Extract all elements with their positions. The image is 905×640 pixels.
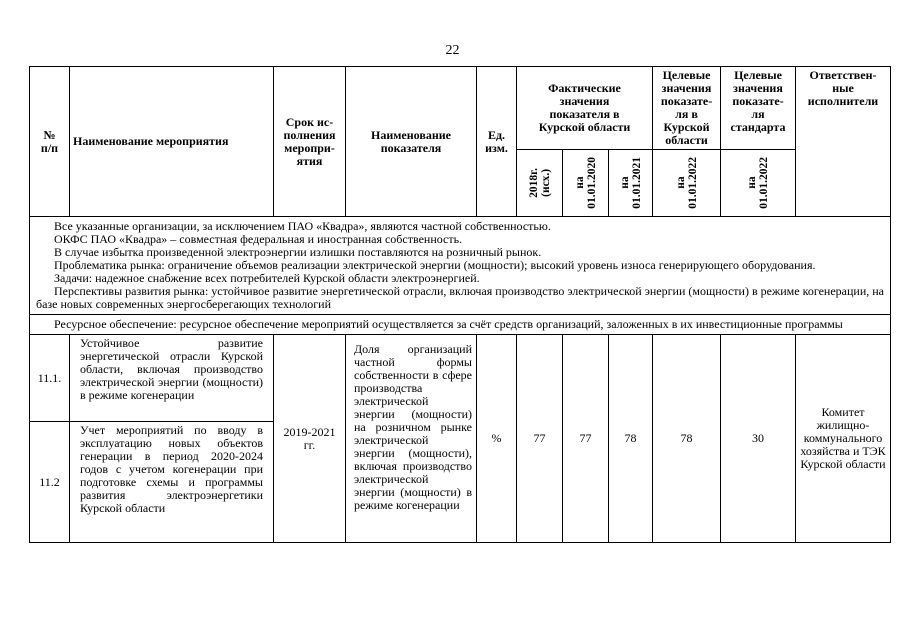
row-event: Устойчивое развитие энергетической отрасли Курской области, включая производство электрической энергии (мощности) в режиме когенерации [70, 335, 274, 422]
subheader-2018 [517, 150, 563, 217]
header-actual-values: Фактические значения показателя в Курской области [517, 67, 653, 150]
measures-table [29, 66, 891, 543]
subheader-2018-text: 2018г. (исх.) [527, 168, 552, 198]
row-num: 11.2 [30, 422, 70, 543]
row-value-target-region: 78 [653, 335, 721, 543]
table-header-row [30, 67, 891, 150]
row-value-target-standard: 30 [721, 335, 796, 543]
info-line: Перспективы развития рынка: устойчивое развитие энергетической отрасли, включая производство электрической энергии (мощности) в режиме когенерации, на базе новых современных энергосберегающих технологий [36, 284, 885, 311]
header-deadline: Срок ис- полнения меропри- ятия [274, 67, 346, 217]
info-line: В случае избытка произведенной электроэнергии излишки поставляются на розничный рынок. [54, 245, 542, 259]
row-value-2018: 77 [517, 335, 563, 543]
resource-row [30, 315, 891, 335]
row-event: Учет мероприятий по вводу в эксплуатацию новых объектов генерации в период 2020-2024 годов с учетом когенерации при подготовке схемы и программы развития электроэнергетики Курской области [70, 422, 274, 543]
header-responsible: Ответствен- ные исполнители [796, 67, 891, 217]
table-row [30, 335, 891, 422]
subheader-target-standard [721, 150, 796, 217]
subheader-target-standard-text: на 01.01.2022 [746, 157, 771, 209]
info-row [30, 217, 891, 315]
resource-line: Ресурсное обеспечение: ресурсное обеспечение мероприятий осуществляется за счёт средств организаций, заложенных в их инвестиционные программы [54, 317, 843, 331]
row-num: 11.1. [30, 335, 70, 422]
info-line: Проблематика рынка: ограничение объемов реализации электрической энергии (мощности); высокий уровень износа генерирующего оборудования. [54, 258, 816, 272]
header-unit: Ед. изм. [477, 67, 517, 217]
row-responsible: Комитет жилищно-коммунального хозяйства и ТЭК Курской области [796, 335, 891, 543]
subheader-2021 [609, 150, 653, 217]
header-target-standard: Целевые значения показате- ля стандарта [721, 67, 796, 150]
header-num: № п/п [30, 67, 70, 217]
header-target-region: Целевые значения показате- ля в Курской области [653, 67, 721, 150]
info-line: ОКФС ПАО «Квадра» – совместная федеральная и иностранная собственность. [54, 232, 463, 246]
subheader-2021-text: на 01.01.2021 [618, 157, 643, 209]
header-event: Наименование мероприятия [70, 67, 274, 217]
subheader-target-region [653, 150, 721, 217]
row-deadline: 2019-2021 гг. [274, 335, 346, 543]
header-indicator: Наименование показателя [346, 67, 477, 217]
page-number: 22 [445, 43, 460, 58]
resource-info [30, 315, 891, 335]
market-info [30, 217, 891, 315]
row-value-2021: 78 [609, 335, 653, 543]
row-value-2020: 77 [563, 335, 609, 543]
subheader-target-region-text: на 01.01.2022 [674, 157, 699, 209]
row-unit: % [477, 335, 517, 543]
info-line: Все указанные организации, за исключением ПАО «Квадра», являются частной собственностью. [54, 219, 551, 233]
info-line: Задачи: надежное снабжение всех потребителей Курской области электроэнергией. [54, 271, 480, 285]
subheader-2020-text: на 01.01.2020 [573, 157, 598, 209]
subheader-2020 [563, 150, 609, 217]
row-indicator: Доля организаций частной формы собственности в сфере производства электрической энергии (мощности) на розничном рынке электрической энергии (мощности), включая производство электрической энергии (мощности) в режиме когенерации [346, 335, 477, 543]
